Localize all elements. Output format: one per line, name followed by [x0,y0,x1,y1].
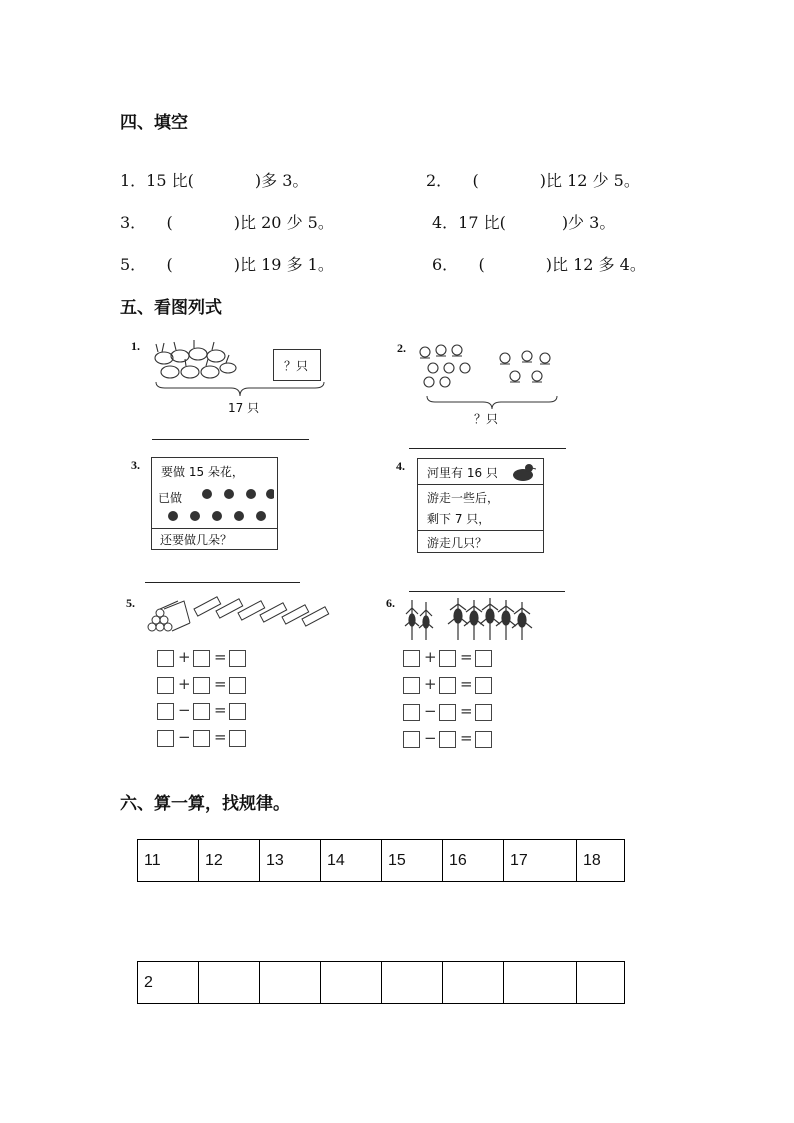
unknown-box-1-label: ？只 [284,359,309,373]
eq-left-3-box-b[interactable] [193,703,210,720]
duck-card-divider-bottom [418,530,543,531]
eq-right-4-box-a[interactable] [403,731,420,748]
section4-title: 四、填空 [120,113,188,133]
flower-card-line2: 已做 [158,491,183,505]
fill-item-3: 3． ( )比 20 少 5。 [120,213,334,232]
fill-item-6: 6． ( )比 12 多 4。 [432,255,646,274]
flowers-illustration [160,484,274,528]
flower-card [151,457,278,550]
eq-left-2-operator: + [178,675,191,693]
eq-right-1-equals: = [460,648,473,666]
answer-line-2[interactable] [409,448,566,449]
eq-left-4-equals: = [214,728,227,746]
eq-left-4-box-c[interactable] [229,730,246,747]
seq2-cell-blank[interactable] [199,962,260,1004]
fill-item-1: 1．15 比( )多 3。 [120,171,309,190]
eq-left-1-operator: + [178,648,191,666]
sequence-table-1 [137,839,625,882]
problem1-number: 1. [131,339,140,353]
seq2-cell-blank[interactable] [577,962,625,1004]
logs-illustration [144,595,334,635]
eq-right-4-equals: = [460,729,473,747]
unknown-box-1 [273,349,321,381]
eq-left-3-box-a[interactable] [157,703,174,720]
seq1-cell: 18 [577,840,625,882]
problem4-number: 4. [396,459,405,473]
eq-right-2-box-a[interactable] [403,677,420,694]
seq1-cell: 17 [504,840,577,882]
answer-line-4[interactable] [409,591,565,592]
answer-line-3[interactable] [145,582,300,583]
answer-line-1[interactable] [152,439,309,440]
seq1-cell: 15 [382,840,443,882]
eq-right-2-equals: = [460,675,473,693]
brace-bottom-1 [155,380,325,400]
eq-left-4-box-a[interactable] [157,730,174,747]
seq1-cell: 11 [138,840,199,882]
problem5-number: 5. [126,596,135,610]
eq-left-2-box-a[interactable] [157,677,174,694]
flower-card-line1: 要做 15 朵花， [161,465,244,479]
fill-item-4: 4．17 比( )少 3。 [432,213,616,232]
eq-left-2-box-b[interactable] [193,677,210,694]
seq2-cell-blank[interactable] [443,962,504,1004]
eq-left-1-box-a[interactable] [157,650,174,667]
duck-card-line3: 剩下 7 只， [427,512,491,526]
flower-card-divider [152,528,277,529]
eq-left-3-equals: = [214,701,227,719]
question-label-2: ？只 [474,412,499,426]
eq-left-1-equals: = [214,648,227,666]
duck-card-line4: 游走几只？ [427,536,488,550]
eq-right-4-box-b[interactable] [439,731,456,748]
eq-right-2-box-b[interactable] [439,677,456,694]
eq-right-3-box-b[interactable] [439,704,456,721]
eq-left-3-box-c[interactable] [229,703,246,720]
eq-right-1-box-c[interactable] [475,650,492,667]
eq-right-4-operator: − [424,729,437,747]
seq1-cell: 14 [321,840,382,882]
eq-right-3-equals: = [460,702,473,720]
eq-left-4-operator: − [178,728,191,746]
flower-card-line3: 还要做几朵？ [160,533,233,547]
seq1-cell: 13 [260,840,321,882]
eq-left-1-box-b[interactable] [193,650,210,667]
section5-title: 五、看图列式 [120,298,222,318]
seq2-cell-blank[interactable] [260,962,321,1004]
seq1-cell: 12 [199,840,260,882]
eq-right-3-operator: − [424,702,437,720]
eq-right-3-box-c[interactable] [475,704,492,721]
fill-item-5: 5． ( )比 19 多 1。 [120,255,334,274]
fill-item-2: 2． ( )比 12 少 5。 [426,171,640,190]
eq-left-4-box-b[interactable] [193,730,210,747]
eq-right-3-box-a[interactable] [403,704,420,721]
duck-card-divider-top [418,484,543,485]
eq-left-1-box-c[interactable] [229,650,246,667]
problem3-number: 3. [131,458,140,472]
corn-plants-illustration [402,594,536,642]
sequence-table-2 [137,961,625,1004]
seq2-cell-blank[interactable] [321,962,382,1004]
total-label-1: 17 只 [228,401,260,415]
seq2-cell: 2 [138,962,199,1004]
eq-left-2-equals: = [214,675,227,693]
seq2-cell-blank[interactable] [382,962,443,1004]
problem6-number: 6. [386,596,395,610]
problem2-number: 2. [397,341,406,355]
eq-right-1-box-b[interactable] [439,650,456,667]
seq2-cell-blank[interactable] [504,962,577,1004]
duck-icon [510,461,536,483]
eq-left-3-operator: − [178,701,191,719]
chicks-illustration [415,338,560,393]
eq-right-4-box-c[interactable] [475,731,492,748]
section6-title: 六、算一算，找规律。 [120,794,290,814]
eq-right-1-operator: + [424,648,437,666]
seq1-cell: 16 [443,840,504,882]
duck-card-line2: 游走一些后， [427,491,500,505]
eq-right-2-operator: + [424,675,437,693]
eq-right-1-box-a[interactable] [403,650,420,667]
eq-right-2-box-c[interactable] [475,677,492,694]
eq-left-2-box-c[interactable] [229,677,246,694]
duck-card-line1: 河里有 16 只 [427,466,498,480]
duck-card [417,458,544,553]
